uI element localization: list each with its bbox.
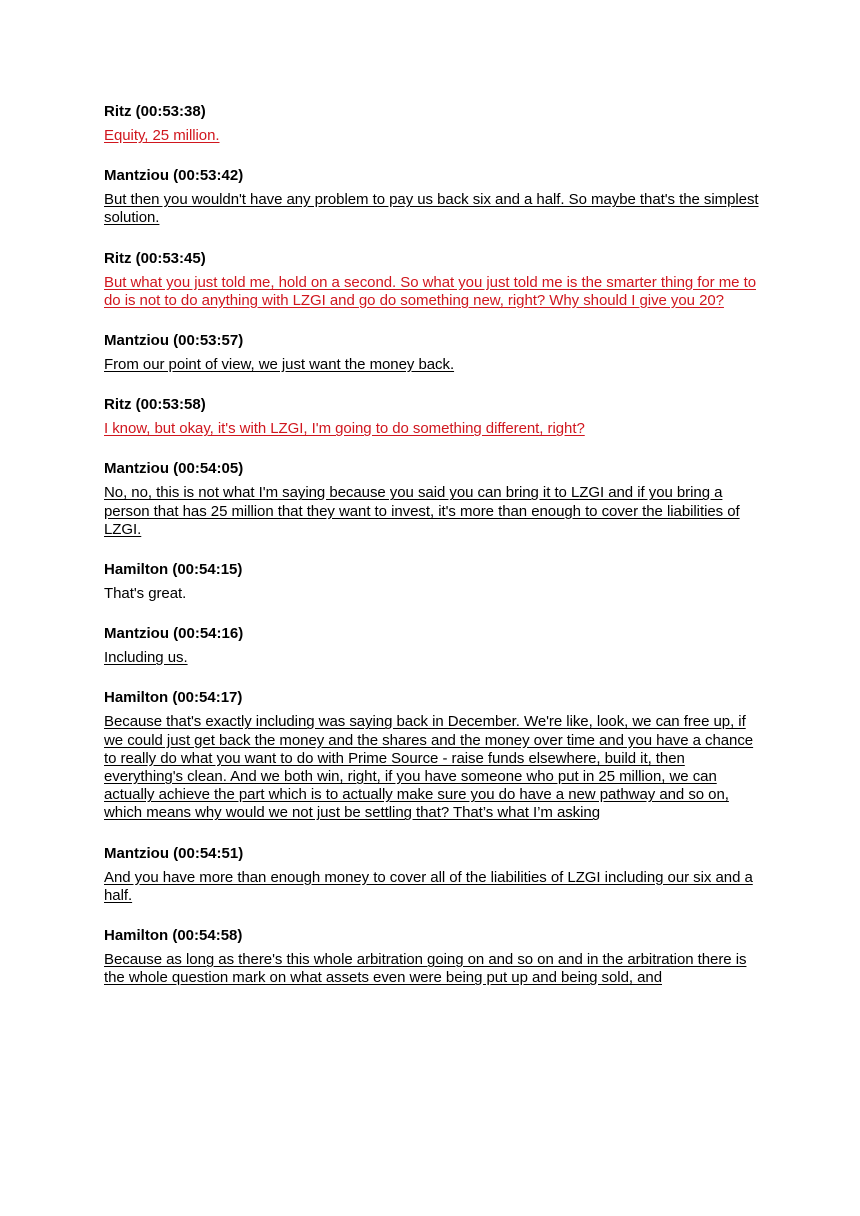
transcript-page xyxy=(104,103,764,1009)
transcript-entry xyxy=(104,250,764,310)
transcript-entry xyxy=(104,396,764,438)
transcript-entry xyxy=(104,332,764,374)
transcript-entry xyxy=(104,845,764,905)
speaker-label: Ritz (00:53:38) xyxy=(104,103,206,120)
transcript-entry xyxy=(104,561,764,603)
utterance-text: That's great. xyxy=(104,585,187,603)
transcript-entry xyxy=(104,460,764,539)
utterance-text: From our point of view, we just want the money back. xyxy=(104,356,455,374)
speaker-label: Ritz (00:53:45) xyxy=(104,249,206,267)
speaker-label: Hamilton (00:54:17) xyxy=(104,689,243,707)
utterance-text: But what you just told me, hold on a second. So what you just told me is the smarter thing for me to do is not to do anything with LZGI and go do something new, right? Why should I give you 20? xyxy=(104,273,757,309)
speaker-label: Ritz (00:53:58) xyxy=(104,396,206,414)
transcript-entry xyxy=(104,927,764,987)
transcript-entry xyxy=(104,625,764,667)
speaker-label: Mantziou (00:54:05) xyxy=(104,460,244,478)
speaker-label: Mantziou (00:54:16) xyxy=(104,625,244,643)
utterance-text: Because as long as there's this whole arbitration going on and so on and in the arbitration there is the whole question mark on what assets even were being put up and being sold, and xyxy=(104,951,747,987)
utterance-text: Because that's exactly including was saying back in December. We're like, look, we can free up, if we could just get back the money and the shares and the money over time and you have a chance to really do what you want to do with Prime Source - raise funds elsewhere, build it, then everything's clean. And we both win, right, if you have someone who put in 25 million, we can actually achieve the part which is to actually make sure you do have a new pathway and so on, which means why would we not just be settling that? That’s what I’m asking xyxy=(104,713,754,822)
utterance-text: Including us. xyxy=(104,649,188,667)
speaker-label: Hamilton (00:54:58) xyxy=(104,927,243,945)
speaker-label: Hamilton (00:54:15) xyxy=(104,561,243,579)
speaker-label: Mantziou (00:53:57) xyxy=(104,332,244,350)
utterance-text: I know, but okay, it's with LZGI, I'm going to do something different, right? xyxy=(104,420,585,438)
transcript-entry xyxy=(104,167,764,227)
utterance-text: Equity, 25 million. xyxy=(104,127,220,144)
speaker-label: Mantziou (00:54:51) xyxy=(104,844,244,862)
utterance-text: No, no, this is not what I'm saying because you said you can bring it to LZGI and if you bring a person that has 25 million that they want to invest, it's more than enough to cover the liabilities of LZGI. xyxy=(104,484,740,538)
speaker-label: Mantziou (00:53:42) xyxy=(104,167,244,185)
transcript-entry xyxy=(104,689,764,822)
transcript-entry xyxy=(104,103,764,145)
utterance-text: And you have more than enough money to cover all of the liabilities of LZGI including our six and a half. xyxy=(104,868,753,904)
utterance-text: But then you wouldn't have any problem to pay us back six and a half. So maybe that's the simplest solution. xyxy=(104,191,759,227)
